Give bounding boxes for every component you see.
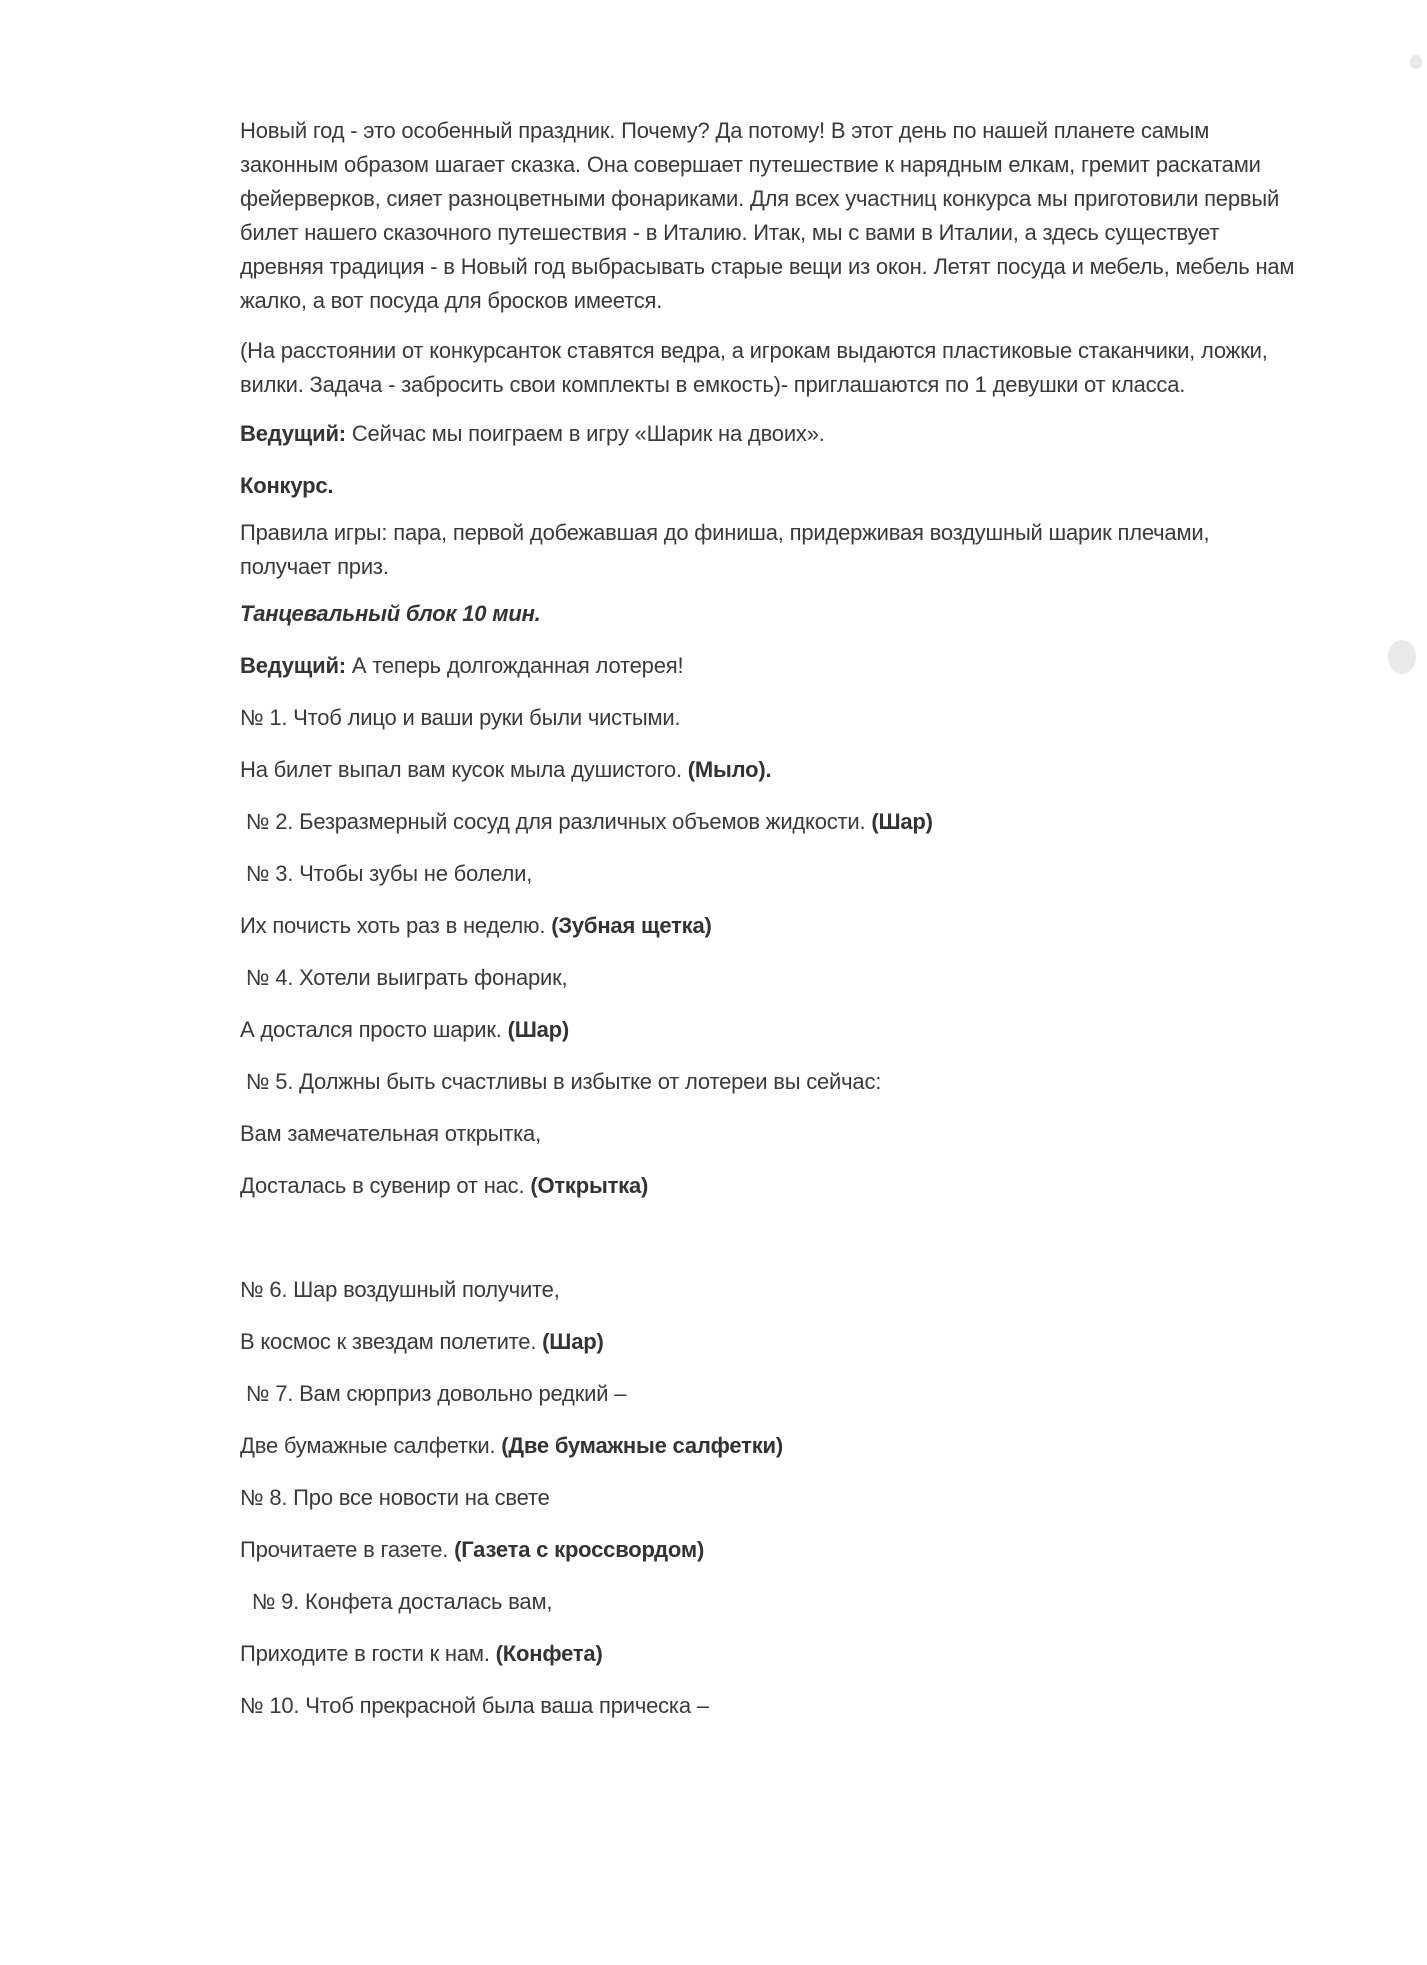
dance-block-heading: Танцевальный блок 10 мин. bbox=[240, 601, 541, 626]
instruction-paragraph: (На расстоянии от конкурсанток ставятся ведра, а игрокам выдаются пластиковые стаканчики, ложки, вилки. Задача - забросить свои комплекты в емкость)- приглашаются по 1 девушки от класса. bbox=[240, 338, 1268, 397]
lottery-line bbox=[240, 952, 1305, 1004]
lottery-line bbox=[240, 1420, 1305, 1472]
lottery-text: А достался просто шарик. bbox=[240, 1017, 508, 1042]
lottery-text: На билет выпал вам кусок мыла душистого. bbox=[240, 757, 688, 782]
lottery-prize: (Зубная щетка) bbox=[551, 913, 712, 938]
lottery-line bbox=[240, 1160, 1305, 1212]
lottery-prize: (Шар) bbox=[507, 1017, 570, 1042]
lottery-line bbox=[240, 1628, 1305, 1680]
lottery-text: № 4. Хотели выиграть фонарик, bbox=[240, 965, 568, 990]
lottery-text: Прочитаете в газете. bbox=[240, 1537, 455, 1562]
lottery-text: № 6. Шар воздушный получите, bbox=[240, 1277, 560, 1302]
contest-heading: Конкурс. bbox=[240, 473, 334, 498]
lottery-line bbox=[240, 1472, 1305, 1524]
host-line-2 bbox=[240, 640, 1305, 692]
lottery-prize: (Открытка) bbox=[530, 1173, 649, 1198]
lottery-text: Досталась в сувенир от нас. bbox=[240, 1173, 531, 1198]
intro-paragraph: Новый год - это особенный праздник. Почему? Да потому! В этот день по нашей планете самым законным образом шагает сказка. Она совершает путешествие к нарядным елкам, гремит раскатами фейерверков, сияет разноцветными фонариками. Для всех участниц конкурса мы приготовили первый билет нашего сказочного путешествия - в Италию. Итак, мы с вами в Италии, а здесь существует древняя традиция - в Новый год выбрасывать старые вещи из окон. Летят посуда и мебель, мебель нам жалко, а вот посуда для бросков имеется. bbox=[240, 118, 1295, 313]
document-body bbox=[240, 114, 1305, 1732]
host-text: А теперь долгожданная лотерея! bbox=[345, 653, 684, 678]
scan-smudge bbox=[1410, 55, 1422, 69]
lottery-prize: (Конфета) bbox=[495, 1641, 603, 1666]
lottery-text: № 5. Должны быть счастливы в избытке от лотереи вы сейчас: bbox=[240, 1069, 882, 1094]
lottery-line bbox=[240, 1576, 1305, 1628]
lottery-text: № 8. Про все новости на свете bbox=[240, 1485, 550, 1510]
lottery-line bbox=[240, 1680, 1305, 1732]
host-text: Сейчас мы поиграем в игру «Шарик на двоих». bbox=[345, 421, 825, 446]
host-line-1 bbox=[240, 408, 1305, 460]
lottery-prize: (Мыло). bbox=[687, 757, 772, 782]
lottery-text: № 9. Конфета досталась вам, bbox=[240, 1589, 553, 1614]
lottery-line bbox=[240, 1108, 1305, 1160]
lottery-line bbox=[240, 744, 1305, 796]
lottery-text: В космос к звездам полетите. bbox=[240, 1329, 543, 1354]
lottery-line bbox=[240, 1316, 1305, 1368]
speaker-label: Ведущий: bbox=[240, 421, 346, 446]
lottery-line bbox=[240, 1056, 1305, 1108]
lottery-text: Приходите в гости к нам. bbox=[240, 1641, 496, 1666]
lottery-prize: (Газета с кроссвордом) bbox=[454, 1537, 705, 1562]
lottery-line bbox=[240, 1368, 1305, 1420]
lottery-list bbox=[240, 692, 1305, 1732]
lottery-line bbox=[240, 692, 1305, 744]
lottery-text: № 1. Чтоб лицо и ваши руки были чистыми. bbox=[240, 705, 681, 730]
lottery-text: № 10. Чтоб прекрасной была ваша прическа – bbox=[240, 1693, 709, 1718]
lottery-text: Вам замечательная открытка, bbox=[240, 1121, 541, 1146]
lottery-text: № 7. Вам сюрприз довольно редкий – bbox=[240, 1381, 627, 1406]
lottery-prize: (Шар) bbox=[542, 1329, 604, 1354]
lottery-line bbox=[240, 1212, 1305, 1264]
lottery-line bbox=[240, 1524, 1305, 1576]
lottery-prize: (Шар) bbox=[871, 809, 933, 834]
lottery-text: № 3. Чтобы зубы не болели, bbox=[240, 861, 533, 886]
lottery-text: Две бумажные салфетки. bbox=[240, 1433, 502, 1458]
lottery-prize: (Две бумажные салфетки) bbox=[501, 1433, 783, 1458]
lottery-line bbox=[240, 1004, 1305, 1056]
lottery-line bbox=[240, 900, 1305, 952]
lottery-line bbox=[240, 1264, 1305, 1316]
lottery-text: № 2. Безразмерный сосуд для различных объемов жидкости. bbox=[240, 809, 872, 834]
speaker-label: Ведущий: bbox=[240, 653, 346, 678]
lottery-line bbox=[240, 848, 1305, 900]
scan-smudge bbox=[1388, 640, 1416, 674]
rules-paragraph: Правила игры: пара, первой добежавшая до финиша, придерживая воздушный шарик плечами, получает приз. bbox=[240, 520, 1210, 579]
lottery-text: Их почисть хоть раз в неделю. bbox=[240, 913, 552, 938]
lottery-line bbox=[240, 796, 1305, 848]
